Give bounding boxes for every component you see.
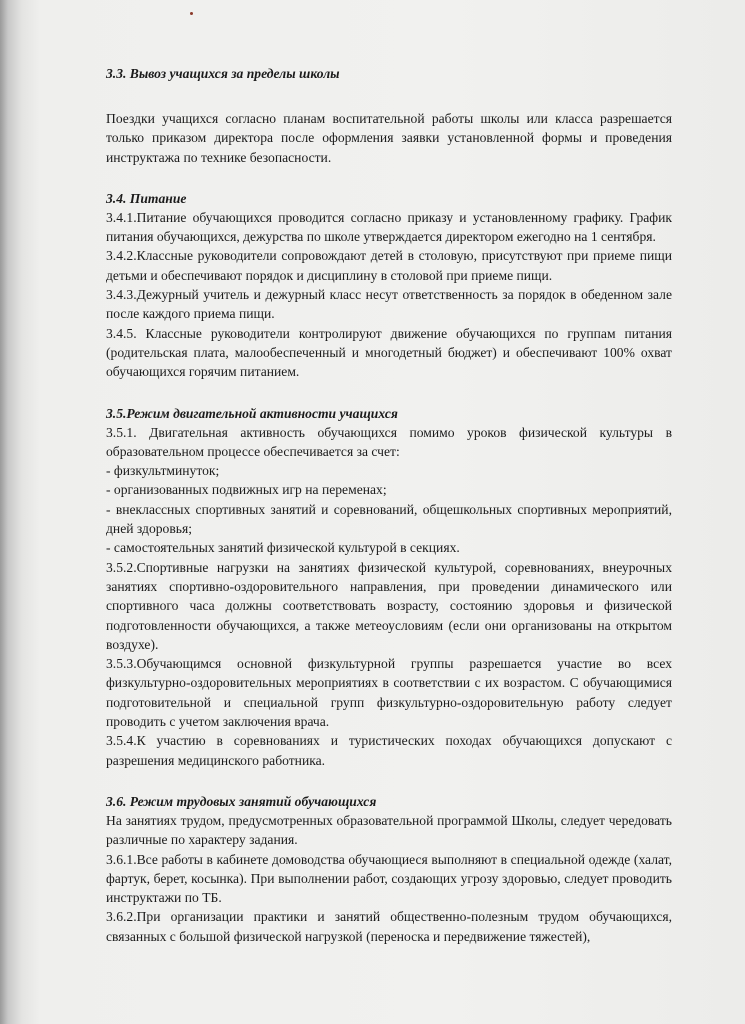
scan-speck [190,12,193,15]
document-page [106,64,672,946]
clause-3-4-1: 3.4.1.Питание обучающихся проводится согласно приказу и установленному графику. График питания обучающихся, дежурства по школе утверждается директором ежегодно на 1 сентября. [106,209,672,245]
clause-3-6-1: 3.6.1.Все работы в кабинете домоводства обучающиеся выполняют в специальной одежде (халат, фартук, берет, косынка). При выполнении работ, создающих угрозу здоровью, следует проводить инструктажи по ТБ. [106,851,672,906]
section-3-3-title: 3.3. Вывоз учащихся за пределы школы [106,66,340,81]
section-3-4-title: 3.4. Питание [106,190,187,206]
clause-3-5-3: 3.5.3.Обучающимся основной физкультурной группы разрешается участие во всех физкультурно-оздоровительных мероприятиях в соответствии с их возрастом. С обучающимися подготовительной и специальной групп физкультурно-оздоровительную работу следует проводить с учетом заключения врача. [106,656,672,730]
clause-3-5-4: 3.5.4.К участию в соревнованиях и туристических походах обучающихся допускают с разрешения медицинского работника. [106,733,672,768]
section-3-5-title: 3.5.Режим двигательной активности учащихся [106,405,398,421]
clause-3-4-5: 3.4.5. Классные руководители контролируют движение обучающихся по группам питания (родительская плата, малообеспеченный и многодетный бюджет) и обеспечивают 100% охват обучающихся горячим питанием. [106,325,672,380]
section-3-6-title: 3.6. Режим трудовых занятий обучающихся [106,793,377,809]
clause-3-4-2: 3.4.2.Классные руководители сопровождают детей в столовую, присутствуют при приеме пищи детьми и обеспечивают порядок и дисциплину в столовой при приеме пищи. [106,248,672,283]
list-item: - организованных подвижных игр на переменах; [106,482,387,498]
clause-3-5-1: 3.5.1. Двигательная активность обучающихся помимо уроков физической культуры в образовательном процессе обеспечивается за счет: [106,424,672,459]
list-item: - физкультминуток; [106,463,220,479]
list-item: - внеклассных спортивных занятий и соревнований, общешкольных спортивных мероприятий, дней здоровья; [106,501,672,537]
clause-3-6-2: 3.6.2.При организации практики и занятий общественно-полезным трудом обучающихся, связанных с большой физической нагрузкой (переноска и передвижение тяжестей), [106,909,672,944]
list-item: - самостоятельных занятий физической культурой в секциях. [106,540,460,556]
section-3-3-paragraph: Поездки учащихся согласно планам воспитательной работы школы или класса разрешается только приказом директора после оформления заявки установленной формы и проведения инструктажа по технике безопасности. [106,111,672,165]
clause-3-4-3: 3.4.3.Дежурный учитель и дежурный класс несут ответственность за порядок в обеденном зале после каждого приема пищи. [106,287,672,322]
section-3-6-intro: На занятиях трудом, предусмотренных образовательной программой Школы, следует чередовать различные по характеру задания. [106,812,672,848]
clause-3-5-2: 3.5.2.Спортивные нагрузки на занятиях физической культурой, соревнованиях, внеурочных занятиях спортивно-оздоровительного направления, при проведении динамического или спортивного часа должны соответствовать возрасту, состоянию здоровья и физической подготовленности обучающихся, а также метеоусловиям (если они организованы на открытом воздухе). [106,559,672,652]
